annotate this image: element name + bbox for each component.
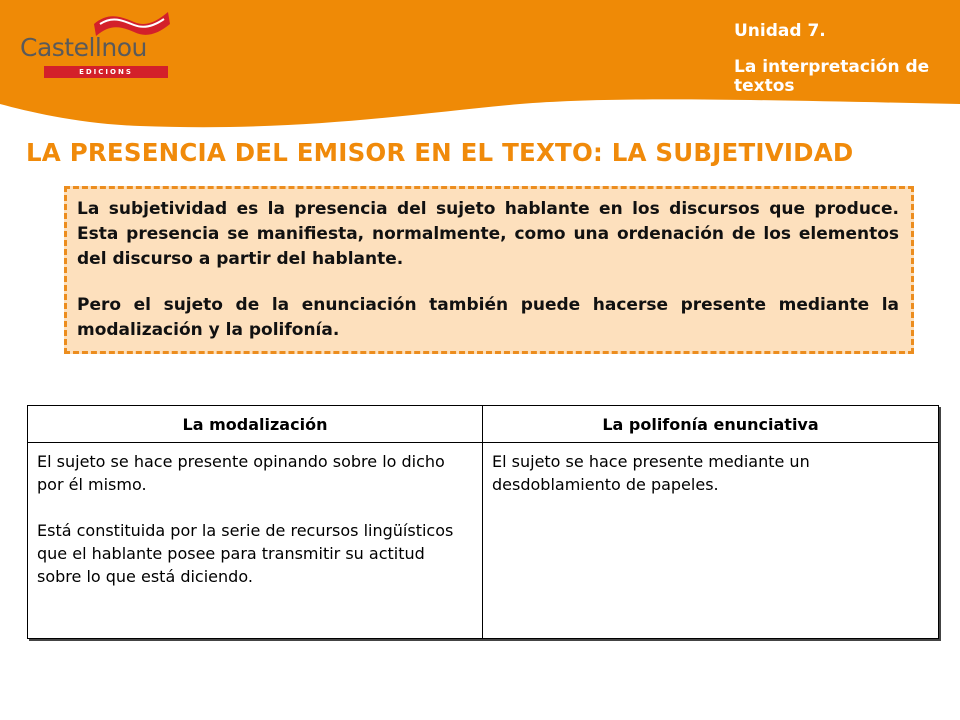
table-cell-polifonia [483, 443, 938, 638]
table-header-modalizacion: La modalización [28, 406, 483, 443]
logo-wordmark: Castellnou [20, 33, 147, 62]
definition-box [64, 186, 914, 354]
definition-paragraph: La subjetividad es la presencia del sujeto hablante en los discursos que produce. Esta presencia se manifiesta, normalmente, como una ordenación de los elementos del discurso a partir del hablante. [77, 199, 899, 269]
cell-paragraph: El sujeto se hace presente mediante un desdoblamiento de papeles. [492, 452, 810, 494]
cell-paragraph: El sujeto se hace presente opinando sobre lo dicho por él mismo. [37, 452, 445, 494]
unit-label [734, 22, 949, 96]
comparison-table [27, 405, 939, 639]
definition-paragraph: Pero el sujeto de la enunciación también puede hacerse presente mediante la modalización y la polifonía. [77, 295, 899, 340]
cell-paragraph: Está constituida por la serie de recursos lingüísticos que el hablante posee para transmitir su actitud sobre lo que está diciendo. [37, 521, 454, 586]
castellnou-logo [20, 10, 150, 76]
page-title: LA PRESENCIA DEL EMISOR EN EL TEXTO: LA SUBJETIVIDAD [26, 138, 854, 167]
logo-subtitle: EDICIONS [44, 66, 168, 78]
table-cell-modalizacion [28, 443, 483, 638]
table-header-polifonia: La polifonía enunciativa [483, 406, 938, 443]
unit-title: Unidad 7. [734, 21, 826, 41]
unit-subtitle: La interpretación de textos [734, 57, 930, 96]
